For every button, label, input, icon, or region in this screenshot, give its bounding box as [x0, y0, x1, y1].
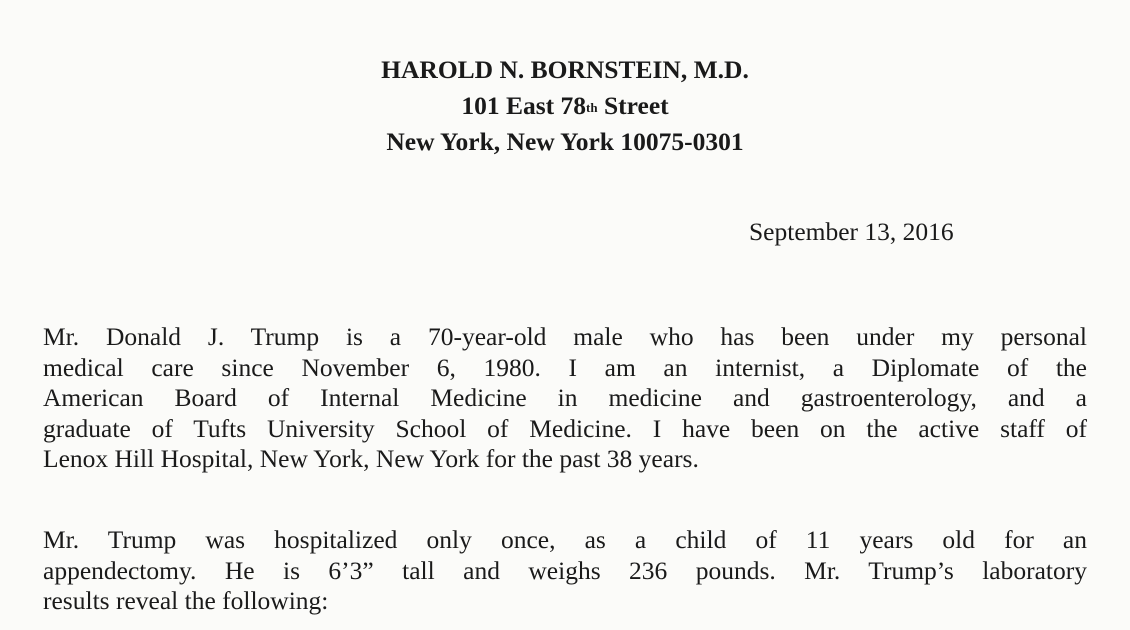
city-state-zip: New York, New York 10075-0301 [386, 127, 744, 156]
paragraph-line: results reveal the following: [43, 586, 329, 615]
physician-name: HAROLD N. BORNSTEIN, M.D. [381, 55, 749, 84]
paragraph-line: American Board of Internal Medicine in medicine and gastroenterology, and a [43, 383, 1087, 412]
paragraph-line: graduate of Tufts University School of Medicine. I have been on the active staff of [43, 413, 1087, 443]
paragraph-line: Mr. Donald J. Trump is a 70-year-old male who has been under my personal [43, 322, 1087, 351]
paragraph-line: Lenox Hill Hospital, New York, New York for the past 38 years. [43, 444, 699, 473]
letterhead [0, 52, 1130, 160]
street-address-suffix: Street [597, 91, 669, 120]
paragraph-line: medical care since November 6, 1980. I am an internist, a Diplomate of the [43, 352, 1087, 382]
paragraph-line: appendectomy. He is 6’3” tall and weighs 236 pounds. Mr. Trump’s laboratory [43, 555, 1087, 585]
paragraph-line: Mr. Trump was hospitalized only once, as a child of 11 years old for an [43, 525, 1087, 554]
street-address [0, 88, 1130, 124]
letter-date: September 13, 2016 [749, 217, 954, 246]
paragraph-credentials [43, 322, 1087, 475]
street-address-number: 101 East 78 [461, 91, 587, 120]
street-address-ordinal: th [586, 100, 598, 115]
paragraph-medical-history [43, 525, 1087, 617]
